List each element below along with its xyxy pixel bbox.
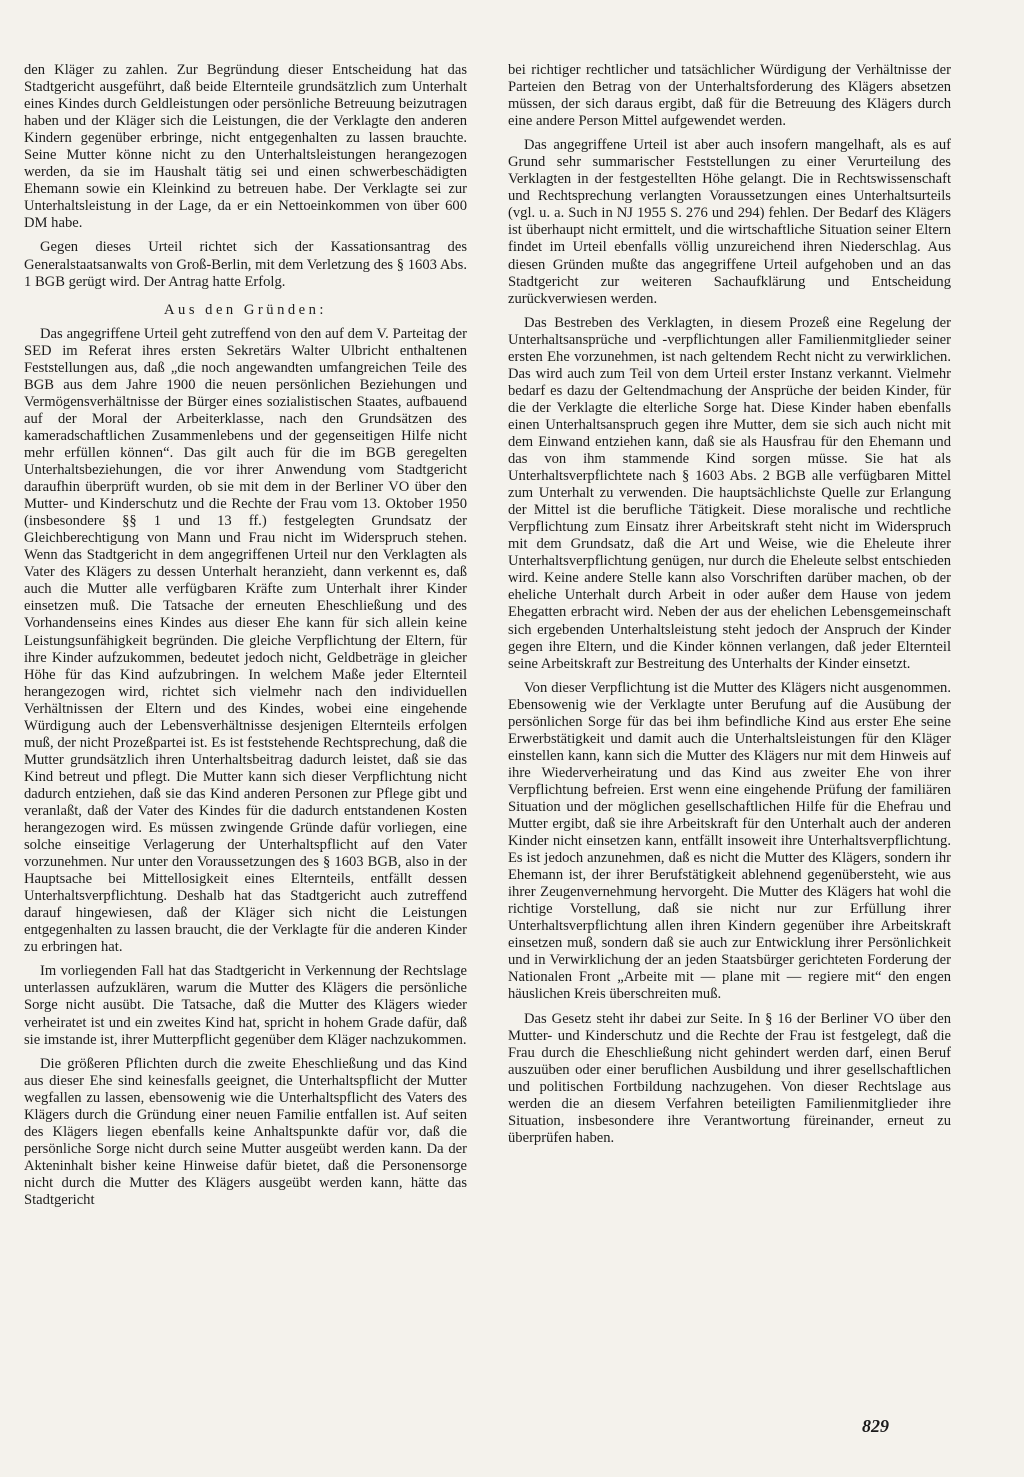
right-paragraph-3: Das Bestreben des Verklagten, in diesem Prozeß eine Regelung der Unterhaltsansprüche und -verpflichtungen aller Familienmitglieder seiner ersten Ehe vorzunehmen, ist nach geltendem Recht nicht zu verwirklichen. Das wird auch zum Teil von dem Urteil erster Instanz verkannt. Vielmehr bedarf es dazu der Geltendmachung der Ansprüche der beiden Kinder, für die der Verklagte die elterliche Sorge hat. Diese Kinder haben ebenfalls einen Unterhaltsanspruch gegen ihre Mutter, dem sie sich auch nicht mit dem Einwand entziehen kann, daß sie als Hausfrau für den Ehemann und das von ihm stammende Kind sorgen müsse. Sie hat als Unterhaltsverpflichtete nach § 1603 Abs. 2 BGB alle verfügbaren Mittel zum Unterhalt zu verwenden. Die hauptsächlichste Quelle zur Erlangung der Mittel ist die berufliche Tätigkeit. Diese moralische und rechtliche Verpflichtung zum Einsatz ihrer Arbeitskraft steht nicht im Widerspruch mit dem Grundsatz, daß die Art und Weise, wie die Eheleute ihrer Unterhaltsverpflichtung genügen, nur durch die Eheleute selbst entschieden wird. Keine andere Stelle kann also Vorschriften darüber machen, ob der eheliche Unterhalt durch Arbeit in oder außer dem Hause von jedem Ehegatten erbracht wird. Neben der aus der ehelichen Lebensgemeinschaft sich ergebenden Unterhaltsleistung steht jedoch der Anspruch der Kinder gegen ihre Eltern, und die Kinder können verlangen, daß jeder Elternteil seine Arbeitskraft zur Bestreitung des Unterhalts der Kinder einsetzt. xyxy=(508,314,951,672)
right-paragraph-4: Von dieser Verpflichtung ist die Mutter des Klägers nicht ausgenommen. Ebensowenig wie der Verklagte unter Berufung auf die Ausübung der persönlichen Sorge für das bei ihm befindliche Kind aus erster Ehe seine Erwerbstätigkeit und damit auch die Unterhaltsleistungen für den Kläger einstellen kann, kann sich die Mutter des Klägers nur mit dem Hinweis auf ihre Wiederverheiratung und das Kind aus zweiter Ehe von ihrer Verpflichtung befreien. Erst wenn eine eingehende Prüfung der familiären Situation und der möglichen gesellschaftlichen Hilfe für die Ehefrau und Mutter ergibt, daß sie ihre Arbeitskraft für den Unterhalt auch der anderen Kinder nicht einsetzen kann, entfällt insoweit ihre Unterhaltsverpflichtung. Es ist jedoch anzunehmen, daß es nicht die Mutter des Klägers, sondern ihr Ehemann ist, der ihrer Berufstätigkeit ablehnend gegenübersteht, wie aus ihrer Zeugenvernehmung hervorgeht. Die Mutter des Klägers hat wohl die richtige Vorstellung, daß sie nicht nur zur Erfüllung ihrer Unterhaltsverpflichtung allen ihren Kindern gegenüber ihre Arbeitskraft einsetzen muß, sondern daß sie auch zur Entwicklung ihrer Persönlichkeit und in Verwirklichung der an jeden Staatsbürger gerichteten Forderung der Nationalen Front „Arbeite mit — plane mit — regiere mit“ den engen häuslichen Kreis überschreiten muß. xyxy=(508,679,951,1003)
right-paragraph-5: Das Gesetz steht ihr dabei zur Seite. In § 16 der Berliner VO über den Mutter- und Kinderschutz und die Rechte der Frau ist festgelegt, daß die Frau durch die Eheschließung nicht gehindert werden darf, einen Beruf auszuüben oder einer beruflichen Ausbildung und ihrer gesellschaftlichen und politischen Fortbildung nachzugehen. Von dieser Rechtslage aus werden die an diesem Verfahren beteiligten Familienmitglieder ihre Situation, insbesondere ihre Verantwortung füreinander, erneut zu überprüfen haben. xyxy=(508,1010,951,1146)
section-heading: Aus den Gründen: xyxy=(163,301,327,318)
left-column xyxy=(24,62,467,1209)
left-paragraph-4: Im vorliegenden Fall hat das Stadtgericht in Verkennung der Rechtslage unterlassen aufzuklären, warum die Mutter des Klägers die persönliche Sorge nicht ausübt. Die Tatsache, daß die Mutter des Klägers wieder verheiratet ist und ein zweites Kind hat, spricht in hohem Grade dafür, daß sie imstande ist, ihrer Mutterpflicht gegenüber dem Kläger nachzukommen. xyxy=(24,963,467,1048)
right-paragraph-1: bei richtiger rechtlicher und tatsächlicher Würdigung der Verhältnisse der Parteien den Betrag von der Unterhaltsforderung des Klägers absetzen müssen, der sich daraus ergibt, daß für die Betreuung des Klägers durch eine andere Person Mittel aufgewendet werden. xyxy=(508,62,951,130)
left-paragraph-2: Gegen dieses Urteil richtet sich der Kassationsantrag des Generalstaatsanwalts von Groß-Berlin, mit dem Verletzung des § 1603 Abs. 1 BGB gerügt wird. Der Antrag hatte Erfolg. xyxy=(24,239,467,290)
right-column xyxy=(508,62,951,1147)
right-paragraph-2: Das angegriffene Urteil ist aber auch insofern mangelhaft, als es auf Grund sehr summarischer Feststellungen zu einer Verurteilung des Verklagten in der festgestellten Höhe gelangt. Die in Rechtswissenschaft und Rechtsprechung verlangten Voraussetzungen eines Unterhaltsurteils (vgl. u. a. Such in NJ 1955 S. 276 und 294) fehlen. Der Bedarf des Klägers ist überhaupt nicht ermittelt, und die wirtschaftliche Situation seiner Eltern findet im Urteil ebenfalls völlig unzureichend ihren Niederschlag. Aus diesen Gründen mußte das angegriffene Urteil aufgehoben und an das Stadtgericht zur weiteren Sachaufklärung und Entscheidung zurückverwiesen werden. xyxy=(508,137,951,307)
left-paragraph-3: Das angegriffene Urteil geht zutreffend von den auf dem V. Parteitag der SED im Referat ihres ersten Sekretärs Walter Ulbricht enthaltenen Feststellungen aus, daß „die noch angewandten umfangreichen Teile des BGB aus dem Jahre 1900 die neuen persönlichen Beziehungen und Vermögensverhältnisse der Bürger eines sozialistischen Staates, aufbauend auf der Moral der Arbeiterklasse, nach den Grundsätzen des kameradschaftlichen Zusammenlebens und der gegenseitigen Hilfe nicht mehr erfüllen können“. Das gilt auch für die im BGB geregelten Unterhaltsbeziehungen, die vor ihrer Anwendung vom Stadtgericht daraufhin überprüft wurden, ob sie mit dem in der Berliner VO über den Mutter- und Kinderschutz und die Rechte der Frau vom 13. Oktober 1950 (insbesondere §§ 1 und 13 ff.) festgelegten Grundsatz der Gleichberechtigung von Mann und Frau nicht im Widerspruch stehen. Wenn das Stadtgericht in dem angegriffenen Urteil nur den Verklagten als Vater des Klägers zu dessen Unterhalt heranzieht, dann verkennt es, daß auch die Mutter alle verfügbaren Kräfte zum Unterhalt ihrer Kinder einsetzen muß. Die Tatsache der erneuten Eheschließung und des Vorhandenseins eines Kindes aus dieser Ehe kann für sich allein keine Leistungsunfähigkeit begründen. Die gleiche Verpflichtung der Eltern, für ihre Kinder aufzukommen, bedeutet jedoch nicht, Geldbeträge in gleicher Höhe für das Kind aufzubringen. In welchem Maße jeder Elternteil herangezogen wird, richtet sich vielmehr nach den individuellen Verhältnissen der Eltern und des Kindes, wobei eine eingehende Würdigung auch der Lebensverhältnisse desjenigen Elternteils erfolgen muß, der nicht Prozeßpartei ist. Es ist feststehende Rechtsprechung, daß die Mutter grundsätzlich ihren Unterhaltsbeitrag dadurch leistet, daß sie das Kind betreut und pflegt. Die Mutter kann sich dieser Verpflichtung nicht dadurch entziehen, daß sie das Kind anderen Personen zur Pflege gibt und veranlaßt, daß der Vater des Kindes für die dadurch entstandenen Kosten herangezogen wird. Es müssen zwingende Gründe dafür vorliegen, eine solche einseitige Verlagerung der Unterhaltspflicht auf den Vater vorzunehmen. Nur unter den Voraussetzungen des § 1603 BGB, also in der Hauptsache bei Mittellosigkeit eines Elternteils, entfällt dessen Unterhaltsverpflichtung. Deshalb hat das Stadtgericht auch zutreffend darauf hingewiesen, daß der Kläger sich nicht die Leistungen entgegenhalten zu lassen braucht, die der Verklagte für die anderen Kinder zu erbringen hat. xyxy=(24,325,467,956)
page-number: 829 xyxy=(862,1416,889,1436)
left-paragraph-5: Die größeren Pflichten durch die zweite Eheschließung und das Kind aus dieser Ehe sind keinesfalls geeignet, die Unterhaltspflicht der Mutter wegfallen zu lassen, ebensowenig wie die Unterhaltspflicht des Vaters des Klägers durch die Gründung einer neuen Familie entfallen ist. Auf seiten des Klägers liegen ebenfalls keine Anhaltspunkte dafür vor, daß die persönliche Sorge nicht durch seine Mutter ausgeübt werden kann. Da der Akteninhalt bisher keine Hinweise dafür bietet, daß die Personensorge nicht durch die Mutter des Klägers ausgeübt werden kann, hätte das Stadtgericht xyxy=(24,1055,467,1208)
left-paragraph-1: den Kläger zu zahlen. Zur Begründung dieser Entscheidung hat das Stadtgericht ausgeführt, daß beide Elternteile grundsätzlich zum Unterhalt eines Kindes durch Geldleistungen oder persönliche Betreuung beizutragen haben und der Kläger sich die Leistungen, die der Verklagte den anderen Kindern gegenüber erbringe, nicht entgegenhalten zu lassen brauchte. Seine Mutter könne nicht zu den Unterhaltsleistungen herangezogen werden, da sie im Haushalt tätig sei und einen schwerbeschädigten Ehemann sowie ein Kleinkind zu betreuen habe. Der Verklagte sei zur Unterhaltsleistung in der Lage, da er ein Nettoeinkommen von über 600 DM habe. xyxy=(24,62,467,232)
